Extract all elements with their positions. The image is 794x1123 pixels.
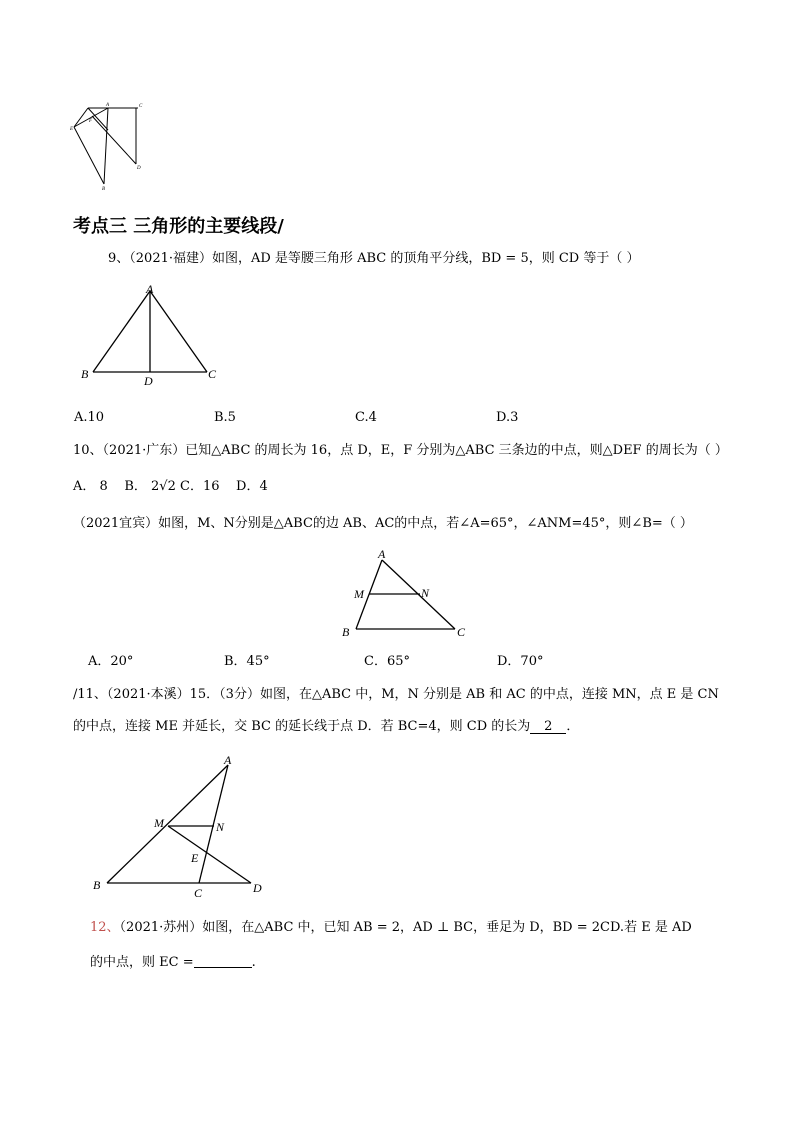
q10-option-d: D．4 [236, 479, 268, 494]
fig-top-line-6 [92, 116, 136, 164]
q11-segment-md [168, 826, 251, 883]
q-yibin-option-b: B．45° [224, 654, 270, 669]
q11-line2-before: 的中点，连接 ME 并延长，交 BC 的延长线于点 D．若 BC=4，则 CD 的长为 [73, 719, 531, 734]
fig-top-label-d: D [137, 166, 141, 171]
q-yibin-label-b: B [342, 625, 350, 639]
fig-top-line-3 [74, 127, 104, 184]
q-yibin-figure [340, 545, 475, 645]
fig-top-label-e: E [70, 127, 74, 132]
fig-top-label-c: C [139, 104, 143, 109]
q10-text: 10、（2021·广东）已知△ABC 的周长为 16，点 D，E，F 分别为△ABC 三条边的中点，则△DEF 的周长为（ ） [73, 443, 728, 458]
q-yibin-option-d: D．70° [497, 654, 544, 669]
q11-figure [90, 750, 280, 900]
q10-option-b-prefix: B． [124, 479, 147, 494]
q-yibin-option-a: A．20° [88, 654, 134, 669]
q11-side-ab [107, 765, 228, 883]
q11-label-d: D [253, 881, 262, 895]
q10-option-b-value: 2√2 [151, 479, 176, 494]
q9-label-d: D [144, 374, 153, 388]
section-title: 考点三 三角形的主要线段/ [73, 216, 284, 237]
q9-label-c: C [208, 367, 217, 381]
q9-label-b: B [81, 367, 89, 381]
q12-number: 12、 [90, 920, 120, 935]
q-yibin-label-a: A [378, 547, 386, 561]
q-yibin-label-n: N [421, 586, 430, 600]
q12-line1-rest: （2021·苏州）如图，在△ABC 中，已知 AB = 2，AD ⊥ BC，垂足为 D，BD = 2CD.若 E 是 AD [119, 920, 692, 935]
q9-option-d: D.3 [496, 410, 519, 425]
q12-line1-text [90, 920, 692, 935]
q11-label-m: M [154, 816, 164, 830]
q10-option-a: A． 8 [73, 479, 108, 494]
q12-line2-text: 的中点，则 EC = [90, 955, 194, 970]
q11-line1: /11、（2021·本溪）15．（3分）如图，在△ABC 中，M，N 分别是 AB 和 AC 的中点，连接 MN，点 E 是 CN [73, 687, 719, 702]
q11-answer-blank [530, 720, 566, 734]
q11-label-b: B [93, 878, 101, 892]
q-yibin-option-c: C．65° [364, 654, 410, 669]
q12-line2 [90, 955, 256, 969]
q11-line2-after: ． [566, 719, 580, 734]
q9-side-ab [93, 291, 150, 372]
q9-text: 9、（2021·福建）如图，AD 是等腰三角形 ABC 的顶角平分线，BD = 5，则 CD 等于（ ） [108, 251, 640, 266]
q-yibin-text: （2021宜宾）如图，M、N分别是△ABC的边 AB、AC的中点，若∠A=65°，∠ANM=45°，则∠B=（ ） [73, 516, 693, 531]
q11-answer: 2 [544, 719, 553, 734]
q-yibin-label-c: C [457, 625, 466, 639]
q12-period: . [251, 955, 256, 970]
fig-top-label-f: F [89, 119, 93, 124]
q9-option-b: B.5 [214, 410, 236, 425]
q9-option-a: A.10 [74, 410, 105, 425]
q-yibin-label-m: M [354, 587, 364, 601]
q12-line1 [90, 921, 692, 934]
top-figure [70, 102, 150, 192]
fig-top-line-2 [74, 108, 88, 127]
q11-line2 [73, 720, 579, 734]
q9-label-a: A [146, 282, 154, 296]
q10-option-c: C．16 [180, 479, 220, 494]
q9-figure [80, 283, 230, 393]
fig-top-label-a: A [106, 103, 110, 108]
q12-answer-blank [194, 955, 252, 968]
q11-label-e: E [191, 851, 199, 865]
q9-option-c: C.4 [355, 410, 377, 425]
fig-top-label-b: B [102, 187, 106, 192]
q11-label-n: N [216, 820, 225, 834]
q11-label-c: C [194, 886, 203, 900]
q11-label-a: A [224, 753, 232, 767]
fig-top-line-4 [104, 108, 108, 184]
q9-side-ac [150, 291, 207, 372]
q10-options [73, 480, 268, 493]
